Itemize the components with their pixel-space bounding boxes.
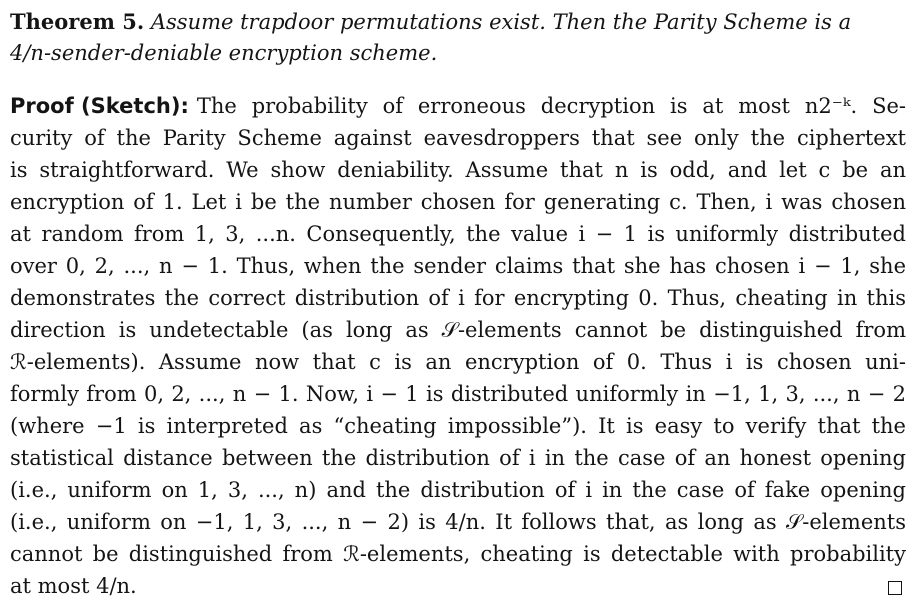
proof-line	[10, 154, 906, 186]
proof-line	[10, 346, 906, 378]
proof-line	[10, 570, 906, 602]
proof-text: is straightforward. We show deniability. Assume that n is odd, and let c be an	[10, 158, 906, 182]
proof-line	[10, 538, 906, 570]
proof-text: statistical distance between the distribution of i in the case of an honest opening	[10, 446, 906, 470]
proof-text: curity of the Parity Scheme against eavesdroppers that see only the ciphertext	[10, 126, 906, 150]
proof-text: over 0, 2, ..., n − 1. Thus, when the sender claims that she has chosen i − 1, she	[10, 254, 906, 278]
proof-text: at random from 1, 3, ...n. Consequently, the value i − 1 is uniformly distributed	[10, 222, 906, 246]
proof-line	[10, 90, 906, 122]
theorem-label: Theorem 5.	[10, 9, 145, 34]
proof-line	[10, 282, 906, 314]
proof-line	[10, 250, 906, 282]
proof-line	[10, 442, 906, 474]
proof-line	[10, 474, 906, 506]
proof-text: at most 4/n.	[10, 574, 137, 598]
proof-text: formly from 0, 2, ..., n − 1. Now, i − 1 is distributed uniformly in −1, 1, 3, ..., n − 2	[10, 382, 906, 406]
proof-line	[10, 378, 906, 410]
proof-block	[10, 90, 906, 602]
proof-line	[10, 506, 906, 538]
proof-text: encryption of 1. Let i be the number chosen for generating c. Then, i was chosen	[10, 190, 906, 214]
proof-label: Proof (Sketch):	[10, 94, 189, 118]
proof-line	[10, 314, 906, 346]
qed-box-icon	[888, 581, 902, 595]
proof-line	[10, 186, 906, 218]
theorem-block	[10, 6, 906, 69]
theorem-statement-line-2: 4/n-sender-deniable encryption scheme.	[10, 41, 438, 65]
proof-text: (i.e., uniform on −1, 1, 3, ..., n − 2) is 4/n. It follows that, as long as 𝒮-elements	[10, 510, 906, 534]
proof-text: demonstrates the correct distribution of i for encrypting 0. Thus, cheating in this	[10, 286, 906, 310]
proof-text: The probability of erroneous decryption is at most n2⁻ᵏ. Se-	[196, 94, 906, 118]
proof-text: (i.e., uniform on 1, 3, ..., n) and the distribution of i in the case of fake opening	[10, 478, 906, 502]
theorem-statement-line-1: Assume trapdoor permutations exist. Then the Parity Scheme is a	[150, 10, 852, 34]
proof-text: direction is undetectable (as long as 𝒮-elements cannot be distinguished from	[10, 318, 906, 342]
proof-text: (where −1 is interpreted as “cheating impossible”). It is easy to verify that the	[10, 414, 906, 438]
proof-line	[10, 410, 906, 442]
theorem-line-1	[10, 6, 906, 38]
proof-text: cannot be distinguished from ℛ-elements, cheating is detectable with probability	[10, 542, 906, 566]
proof-line	[10, 218, 906, 250]
proof-text: ℛ-elements). Assume now that c is an encryption of 0. Thus i is chosen uni-	[10, 350, 906, 374]
proof-line	[10, 122, 906, 154]
